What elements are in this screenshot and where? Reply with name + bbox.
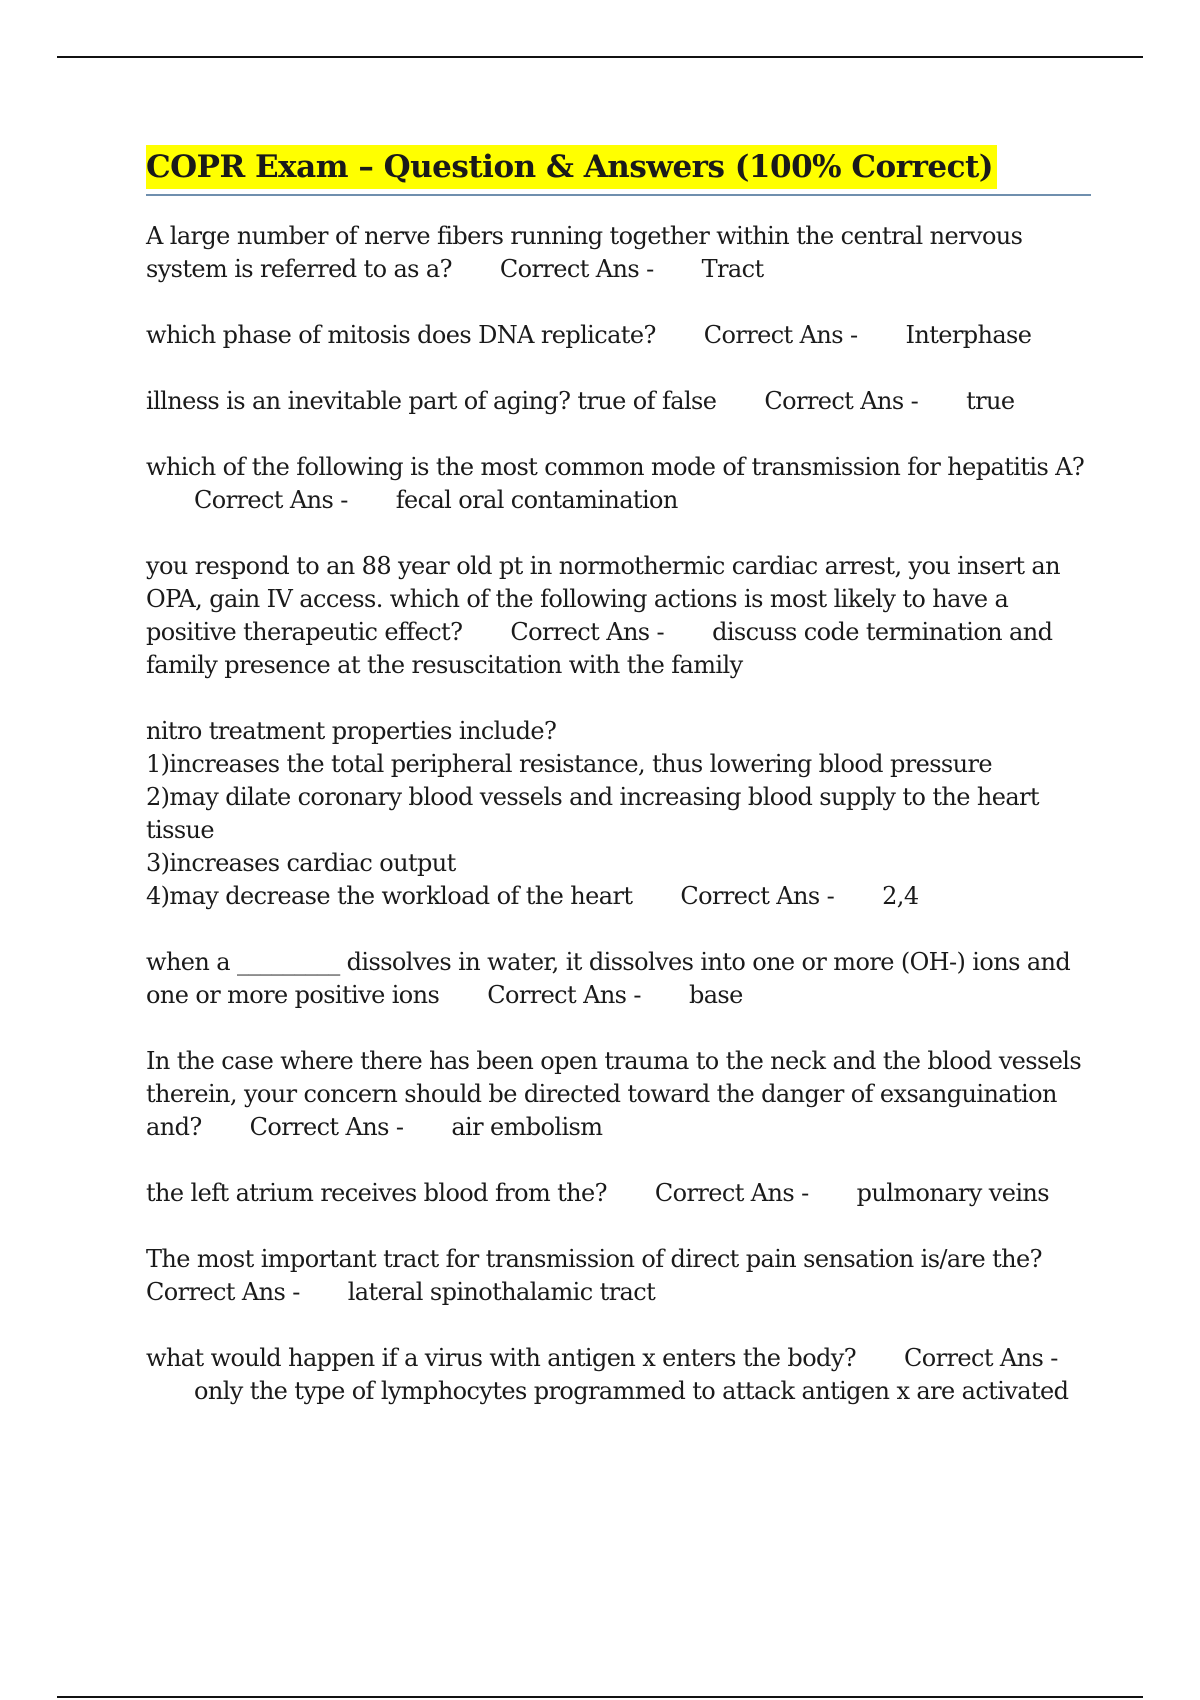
document-title: COPR Exam – Question & Answers (100% Correct): [146, 145, 997, 189]
answer-text: lateral spinothalamic tract: [347, 1278, 656, 1306]
question-text: which phase of mitosis does DNA replicate?: [146, 321, 656, 349]
qa-item: [146, 385, 1091, 418]
question-text: you respond to an 88 year old pt in normothermic cardiac arrest, you insert an OPA, gain IV access. which of the following actions is most likely to have a positive therapeutic effect?: [146, 552, 1067, 646]
answer-text: discuss code termination and family presence at the resuscitation with the family: [146, 618, 1060, 679]
answer-text: pulmonary veins: [856, 1179, 1049, 1207]
answer-label: Correct Ans -: [487, 981, 641, 1009]
qa-item: [146, 451, 1091, 517]
question-text: In the case where there has been open trauma to the neck and the blood vessels therein, your concern should be directed toward the danger of exsanguination and?: [146, 1047, 1089, 1141]
answer-text: only the type of lymphocytes programmed to attack antigen x are activated: [194, 1377, 1069, 1405]
question-text: the left atrium receives blood from the?: [146, 1179, 607, 1207]
answer-text: 2,4: [882, 882, 919, 910]
answer-text: fecal oral contamination: [395, 486, 678, 514]
question-text: nitro treatment properties include? 1)increases the total peripheral resistance, thus lowering blood pressure 2)may dilate coronary blood vessels and increasing blood supply to the heart tissue 3)increases cardiac output 4)may decrease the workload of the heart: [146, 717, 1039, 910]
answer-label: Correct Ans -: [510, 618, 665, 646]
answer-text: true: [966, 387, 1015, 415]
qa-item: [146, 1342, 1091, 1408]
question-text: A large number of nerve fibers running together within the central nervous system is referred to as a?: [146, 222, 1030, 283]
qa-item: [146, 1243, 1091, 1309]
question-text: what would happen if a virus with antigen x enters the body?: [146, 1344, 857, 1372]
qa-item: [146, 220, 1091, 286]
page-bottom-rule: [57, 1696, 1143, 1698]
answer-label: Correct Ans -: [146, 1278, 300, 1306]
qa-item: [146, 1045, 1091, 1144]
answer-label: Correct Ans -: [249, 1113, 404, 1141]
title-block: [146, 145, 1091, 196]
qa-item: [146, 715, 1091, 913]
answer-label: Correct Ans -: [904, 1344, 1058, 1372]
answer-label: Correct Ans -: [703, 321, 858, 349]
question-text: illness is an inevitable part of aging? true of false: [146, 387, 717, 415]
answer-label: Correct Ans -: [499, 255, 654, 283]
page-top-rule: [57, 56, 1143, 58]
answer-text: Tract: [701, 255, 764, 283]
qa-item: [146, 319, 1091, 352]
qa-item: [146, 1177, 1091, 1210]
answer-text: Interphase: [905, 321, 1032, 349]
question-text: which of the following is the most common mode of transmission for hepatitis A?: [146, 453, 1085, 481]
document-body: [146, 145, 1091, 1441]
answer-label: Correct Ans -: [194, 486, 348, 514]
answer-label: Correct Ans -: [764, 387, 919, 415]
answer-text: air embolism: [451, 1113, 603, 1141]
answer-text: base: [688, 981, 743, 1009]
qa-item: [146, 946, 1091, 1012]
answer-label: Correct Ans -: [680, 882, 835, 910]
question-text: when a _________ dissolves in water, it dissolves into one or more (OH-) ions and one or more positive ions: [146, 948, 1078, 1009]
question-text: The most important tract for transmission of direct pain sensation is/are the?: [146, 1245, 1042, 1273]
qa-item: [146, 550, 1091, 682]
answer-label: Correct Ans -: [654, 1179, 809, 1207]
